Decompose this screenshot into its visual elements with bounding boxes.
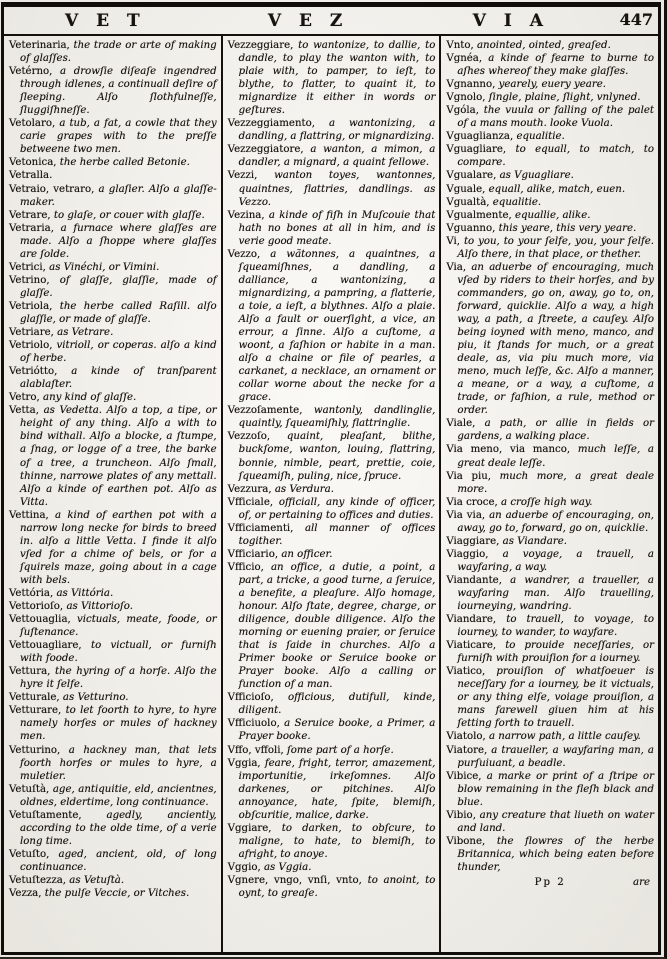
entry-headword: Vetonica,	[9, 157, 57, 169]
entry-headword: Vettura,	[9, 666, 51, 678]
entry-headword: Vnto,	[446, 40, 474, 51]
dictionary-entry	[228, 209, 436, 248]
entry-headword: Vezzeggiamento,	[227, 118, 315, 130]
dictionary-entry	[446, 104, 654, 130]
entry-headword: Vetralla.	[9, 170, 53, 182]
entry-definition: a narrow path, a little cauſey.	[488, 731, 641, 743]
entry-definition: the pulſe Veccie, or Vitches.	[44, 888, 190, 900]
entry-headword: Vgnanno,	[446, 79, 496, 91]
dictionary-entry	[446, 196, 654, 209]
dictionary-entry	[228, 744, 436, 757]
dictionary-entry	[9, 874, 217, 887]
entry-definition: as Vinéchi, or Vimini.	[49, 261, 160, 273]
entry-headword: Via croce,	[446, 496, 498, 508]
entry-definition: a hackney man, that lets foorth horſes or mules to hyre, a muletier.	[20, 744, 217, 782]
entry-definition: a wanton, a mimon, a dandler, a mignard, a quaint fellowe.	[238, 144, 436, 169]
dictionary-entry	[9, 887, 217, 900]
entry-definition: an office, a dutie, a point, a part, a tricke, a good turne, a ſeruice, a benefite, a pleaſure. Alſo homage, honour. Alſo ſtate, degree, charge, or diligence, double diligence. Alſo the morning or euening praier, or ſeruice that is ſaide in churches. Alſo a Primer booke or Seruice booke or Prayer booke. Alſo a calling or function of a man.	[238, 561, 436, 691]
entry-headword: Viandante,	[446, 574, 502, 586]
entry-headword: Vetuſtà,	[9, 783, 50, 795]
dictionary-entry	[446, 235, 654, 261]
dictionary-entry	[9, 339, 217, 365]
dictionary-entry	[9, 704, 217, 743]
dictionary-entry	[446, 470, 654, 496]
dictionary-entry	[446, 496, 654, 509]
entry-definition: officiall, any kinde of officer, of, or pertaining to offices and duties.	[238, 496, 436, 521]
entry-headword: Vgóla,	[446, 105, 479, 117]
column-3	[439, 36, 658, 952]
dictionary-entry	[9, 691, 217, 704]
dictionary-entry	[9, 809, 217, 848]
dictionary-entry	[228, 39, 436, 117]
dictionary-entry	[9, 391, 217, 404]
dictionary-entry	[446, 130, 654, 143]
entry-definition: equallie, alike.	[514, 209, 591, 221]
entry-headword: Vguale,	[446, 183, 486, 195]
entry-definition: aged, ancient, old, of long continuance.	[20, 848, 217, 873]
entry-headword: Via meno, via manco,	[446, 444, 571, 456]
dictionary-entry	[228, 822, 436, 861]
entry-definition: a Seruice booke, a Primer, a Prayer booke.	[238, 718, 436, 743]
signature-mark: Pp 2	[534, 877, 566, 888]
entry-definition: of glaſſe, glaſſie, made of glaſſe.	[20, 274, 217, 299]
entry-headword: Viatore,	[446, 744, 488, 756]
entry-headword: Viale,	[446, 418, 476, 430]
entry-definition: a glaſier. Alſo a glaſſe-maker.	[20, 183, 217, 208]
dictionary-entry	[9, 848, 217, 874]
entry-headword: Vetturare,	[9, 705, 62, 717]
dictionary-entry	[446, 443, 654, 469]
entry-definition: any creature that liueth on water and land.	[457, 809, 654, 834]
entry-headword: Vetrino,	[9, 274, 50, 286]
entry-headword: Via piu,	[446, 470, 492, 482]
entry-definition: to darken, to obſcure, to maligne, to hate, to blemiſh, to afright, to anoye.	[238, 822, 436, 860]
entry-headword: Vezzi,	[227, 170, 258, 182]
entry-headword: Vezzeggiatore,	[227, 144, 304, 156]
entry-headword: Viatico,	[446, 666, 486, 678]
dictionary-entry	[446, 744, 654, 770]
entry-headword: Vguanno,	[446, 222, 496, 234]
dictionary-entry	[446, 417, 654, 443]
entry-headword: Vfficio,	[227, 561, 264, 573]
entry-headword: Vetraio, vetraro,	[9, 183, 95, 195]
running-header	[4, 7, 658, 36]
dictionary-entry	[228, 691, 436, 717]
entry-definition: as Vittorioſo.	[66, 601, 133, 613]
entry-definition: to anoint, to oynt, to greaſe.	[238, 875, 436, 900]
entry-definition: the hyring of a horſe. Alſo the hyre it ſelfe.	[20, 666, 217, 691]
entry-headword: Vetérno,	[9, 66, 53, 78]
dictionary-entry	[446, 613, 654, 639]
entry-definition: a kinde of tranſparent alablaſter.	[20, 366, 217, 391]
dictionary-entry	[9, 404, 217, 508]
entry-definition: to you, to your ſelfe, you, your ſelfe. Alſo there, in that place, or thether.	[457, 235, 654, 260]
dictionary-entry	[446, 261, 654, 418]
entry-headword: Viaggiare,	[446, 535, 500, 547]
entry-headword: Vfficiuolo,	[227, 718, 280, 730]
entry-headword: Vezzoſo,	[227, 431, 271, 443]
dictionary-entry	[9, 665, 217, 691]
entry-definition: ſingle, plaine, ſlight, vnlyned.	[488, 92, 641, 104]
dictionary-entry	[9, 639, 217, 665]
entry-definition: equalitie.	[516, 131, 565, 143]
entry-definition: a wandrer, a traueller, a wayfaring man. Alſo trauelling, iourneying, wandring.	[457, 574, 655, 613]
entry-definition: a traueller, a wayfaring man, a purſuiuant, a beadle.	[457, 744, 654, 769]
entry-definition: this yeare, this very yeare.	[498, 222, 637, 234]
entry-definition: as Vetturino.	[62, 692, 129, 704]
entry-headword: Vguagliare,	[446, 144, 507, 156]
dictionary-entry	[228, 248, 436, 405]
entry-headword: Vibice,	[446, 770, 482, 782]
entry-definition: an aduerbe of encouraging, on, away, go to, forward, go on, quicklie.	[457, 509, 655, 534]
entry-definition: to wantonize, to dallie, to dandle, to play the wanton with, to plaie with, to pamper, to ieſt, to blythe, to flatter, to quaint it, to mignardize it either in words or geſtures.	[238, 40, 436, 117]
dictionary-entry	[446, 809, 654, 835]
dictionary-entry	[228, 430, 436, 482]
entry-headword: Vgualmente,	[446, 209, 512, 221]
dictionary-entry	[446, 169, 654, 182]
entry-definition: as Vetuſtà.	[69, 875, 125, 886]
entry-headword: Viandare,	[446, 614, 497, 626]
dictionary-entry	[446, 222, 654, 235]
entry-headword: Vezzura,	[227, 483, 272, 495]
entry-definition: as Vggia.	[263, 861, 312, 873]
dictionary-entry	[446, 509, 654, 535]
entry-definition: a voyage, a trauell, a wayfaring, a way.	[457, 548, 654, 573]
dictionary-entry	[446, 91, 654, 104]
dictionary-entry	[446, 52, 654, 78]
entry-definition: yearely, euery yeare.	[498, 79, 606, 91]
entry-headword: Vetuſto,	[9, 848, 50, 860]
entry-headword: Vi,	[446, 235, 461, 247]
entry-definition: an officer.	[281, 548, 333, 560]
entry-headword: Vgualare,	[446, 170, 497, 182]
dictionary-entry	[446, 639, 654, 665]
entry-headword: Veterinaria,	[9, 40, 70, 51]
dictionary-entry	[228, 561, 436, 691]
dictionary-entry	[9, 300, 217, 326]
dictionary-entry	[228, 483, 436, 496]
dictionary-entry	[446, 209, 654, 222]
entry-definition: to victuall, or furniſh with foode.	[20, 640, 217, 665]
entry-definition: a furnace where glaſſes are made. Alſo a ſhoppe where glaſſes are ſolde.	[20, 222, 217, 260]
column-1	[4, 36, 221, 952]
dictionary-entry	[228, 117, 436, 143]
entry-headword: Vetta,	[9, 405, 39, 417]
entry-definition: equall, alike, match, euen.	[488, 183, 626, 195]
entry-definition: a path, or allie in fields or gardens, a walking place.	[457, 418, 655, 443]
dictionary-entry	[9, 209, 217, 222]
dictionary-entry	[228, 548, 436, 561]
entry-definition: the vuula or falling of the palet of a mans mouth. looke Vuola.	[457, 105, 655, 130]
entry-definition: a tub, a fat, a cowle that they carie grapes with to the preſſe betweene two men.	[20, 118, 217, 156]
entry-headword: Vetriótto,	[9, 366, 58, 378]
dictionary-entry	[9, 783, 217, 809]
dictionary-entry	[9, 65, 217, 117]
entry-definition: as Vedetta. Alſo a top, a tipe, or height of any thing. Alſo a with to bind withall. Alſo a blocke, a ſtumpe, a ſnag, or logge of a tree, the barke of a tree, a truncheon. Alſo ſmall, thinne, narrowe plates of any mettall. Alſo a kinde of earthen pot. Alſo as Vitta.	[20, 405, 217, 508]
entry-headword: Vetro,	[9, 392, 40, 404]
dictionary-entry	[446, 143, 654, 169]
entry-headword: Vezzoſamente,	[227, 405, 303, 417]
dictionary-entry	[228, 143, 436, 169]
dictionary-entry	[446, 535, 654, 548]
dictionary-entry	[446, 548, 654, 574]
entry-definition: a wantonizing, a dandling, a flattring, or mignardizing.	[238, 118, 436, 143]
dictionary-entry	[9, 509, 217, 587]
entry-definition: as Viandare.	[502, 535, 567, 547]
entry-definition: officious, dutifull, kinde, diligent.	[238, 692, 436, 717]
entry-headword: Vettória,	[9, 587, 54, 599]
entry-definition: as Vguagliare.	[499, 170, 574, 182]
entry-headword: Vettouagliare,	[9, 640, 82, 652]
dictionary-entry	[228, 717, 436, 743]
entry-headword: Vffo, vffoli,	[227, 744, 284, 756]
entry-headword: Via,	[446, 261, 467, 273]
entry-headword: Vfficiario,	[227, 548, 279, 560]
entry-headword: Vibio,	[446, 809, 476, 821]
dictionary-entry	[9, 365, 217, 391]
entry-definition: agedly, anciently, according to the olde time, of a verie long time.	[20, 809, 217, 847]
entry-definition: prouiſion of whatſoeuer is neceſſary for a iourney, be it victuals, or any thing elſe, voiage prouiſion, a mans farewell giuen him at his ſetting forth to trauell.	[457, 666, 655, 730]
dictionary-entry	[9, 274, 217, 300]
dictionary-entry	[9, 600, 217, 613]
entry-headword: Vettouaglia,	[9, 614, 71, 626]
entry-definition: to prouide neceſſaries, or furniſh with prouiſion for a iourney.	[457, 640, 655, 665]
entry-definition: victuals, meate, foode, or ſuſtenance.	[20, 614, 217, 639]
header-section-center: V E Z	[267, 10, 349, 31]
entry-definition: the trade or arte of making of glaſſes.	[20, 40, 217, 65]
entry-definition: a kinde of fiſh in Muſcouie that hath no bones at all in him, and is verie good meate.	[238, 209, 436, 247]
dictionary-entry	[228, 169, 436, 208]
entry-definition: much leſſe, a great deale leſſe.	[457, 444, 654, 469]
dictionary-entry	[446, 770, 654, 809]
text-columns	[4, 36, 658, 952]
dictionary-entry	[9, 222, 217, 261]
entry-headword: Vettina,	[9, 509, 49, 521]
entry-definition: the flowres of the herbe Britannica, which being eaten before thunder,	[457, 835, 655, 873]
entry-headword: Vetuſtamente,	[9, 809, 82, 821]
header-section-left: V E T	[65, 10, 146, 31]
entry-definition: as Verdura.	[274, 483, 334, 495]
entry-headword: Vfficiamenti,	[227, 522, 294, 534]
page-frame	[1, 2, 661, 955]
entry-definition: a kind of earthen pot with a narrow long necke for birds to breed in. alſo a little Vetta. I finde it alſo vſed for a chime of bels, or for a ſquirels maze, going about in a cage with bels.	[20, 509, 217, 586]
entry-definition: age, antiquitie, eld, ancientnes, oldnes, eldertime, long continuance.	[20, 783, 217, 808]
entry-definition: much more, a great deale more.	[457, 470, 655, 495]
entry-definition: as Vittória.	[56, 587, 114, 599]
entry-headword: Vibone,	[446, 835, 486, 847]
dictionary-entry	[446, 183, 654, 196]
entry-headword: Vfficiale,	[227, 496, 274, 508]
entry-headword: Vguaglianza,	[446, 131, 514, 143]
dictionary-entry	[228, 861, 436, 874]
entry-headword: Vetuſtezza,	[9, 875, 67, 886]
dictionary-entry	[228, 522, 436, 548]
entry-headword: Vfficioſo,	[227, 692, 274, 704]
entry-definition: a marke or print of a ſtripe or blow remaining in the fleſh black and blue.	[457, 770, 655, 808]
page-footer	[446, 876, 654, 889]
dictionary-entry	[228, 496, 436, 522]
dictionary-entry	[228, 757, 436, 822]
dictionary-entry	[228, 874, 436, 900]
entry-headword: Vetturino,	[9, 744, 61, 756]
entry-definition: as Vetrare.	[57, 327, 114, 339]
entry-definition: all manner of offices togither.	[238, 522, 436, 547]
page-number: 447	[619, 10, 653, 29]
entry-headword: Vetrare,	[9, 209, 51, 221]
entry-headword: Vetolaro,	[9, 118, 56, 130]
entry-headword: Vezza,	[9, 888, 42, 900]
column-2	[221, 36, 440, 952]
header-section-right: V I A	[472, 10, 549, 31]
entry-definition: to trauell, to voyage, to iourney, to wander, to wayfare.	[457, 614, 655, 639]
entry-definition: equalitie.	[492, 196, 542, 208]
entry-definition: to glaſe, or couer with glaſſe.	[53, 209, 205, 221]
dictionary-entry	[9, 39, 217, 65]
entry-headword: Vgualtà,	[446, 196, 490, 208]
dictionary-entry	[9, 326, 217, 339]
entry-definition: the herbe called Betonie.	[59, 157, 190, 169]
entry-definition: a drowſie diſeaſe ingendred through idlenes, a continuall deſire of ſleeping. Alſo ſlothfulneſſe, ſluggiſhneſſe.	[20, 66, 217, 117]
entry-definition: wantonly, dandlinglie, quaintly, ſqueamiſhly, flattringlie.	[238, 405, 436, 430]
entry-definition: vitrioll, or coperas. alſo a kind of herbe.	[20, 340, 217, 365]
entry-headword: Vetturale,	[9, 692, 60, 704]
entry-definition: quaint, pleaſant, blithe, buckſome, wanton, louing, flattring, bonnie, nimble, peart, prettie, coie, ſqueamiſh, puling, nice, ſpruce.	[238, 431, 436, 482]
dictionary-entry	[9, 613, 217, 639]
dictionary-entry	[446, 665, 654, 730]
entry-headword: Vgnéa,	[446, 53, 483, 65]
entry-headword: Vggio,	[227, 861, 261, 873]
entry-headword: Vgnolo,	[446, 92, 486, 104]
entry-headword: Viaticare,	[446, 640, 497, 652]
dictionary-entry	[446, 730, 654, 743]
entry-definition: to equall, to match, to compare.	[457, 144, 654, 169]
entry-headword: Via via,	[446, 509, 486, 521]
entry-headword: Viaggio,	[446, 548, 489, 560]
entry-headword: Vezzo,	[227, 248, 261, 260]
entry-definition: wanton toyes, wantonnes, quaintnes, flattries, dandlings. as Vezzo.	[238, 170, 436, 208]
entry-headword: Vgnere, vngo, vnſi, vnto,	[227, 875, 362, 886]
dictionary-entry	[9, 587, 217, 600]
entry-definition: the herbe called Raſill. alſo glaſſie, or made of glaſſe.	[20, 300, 217, 325]
dictionary-entry	[446, 835, 654, 874]
entry-headword: Vezzeggiare,	[227, 40, 294, 51]
entry-headword: Vetrici,	[9, 261, 46, 273]
entry-headword: Vetriola,	[9, 300, 53, 312]
dictionary-entry	[9, 261, 217, 274]
dictionary-entry	[9, 169, 217, 182]
entry-definition: feare, fright, terror, amazement, importunitie, irkeſomnes. Alſo darkenes, or pitchines. Alſo annoyance, hate, ſpite, blemiſh, obſcuritie, malice, darke.	[238, 757, 436, 821]
dictionary-entry	[228, 404, 436, 430]
entry-headword: Vetriolo,	[9, 340, 53, 352]
entry-definition: an aduerbe of encouraging, much vſed by riders to their horſes, and by commanders, go on, away, go to, on, forward, quicklie. Alſo a way, a high way, a path, a ſtreete, a cauſey. Alſo being ioyned with meno, manco, and piu, it ſtands for much, or a great deale, as, via piu much more, via meno, much leſſe, &c. Alſo a manner, a meane, or a way, a cuſtome, a trade, or faſhion, a rule, method or order.	[457, 261, 655, 417]
dictionary-entry	[9, 117, 217, 156]
entry-headword: Vetraria,	[9, 222, 54, 234]
entry-definition: any kind of glaſſe.	[43, 392, 137, 404]
entry-headword: Viatolo,	[446, 731, 486, 743]
entry-definition: anointed, ointed, greaſed.	[476, 40, 611, 51]
entry-headword: Vettorioſo,	[9, 601, 64, 613]
entry-definition: a croſſe high way.	[501, 496, 593, 508]
catchword: are	[633, 877, 651, 888]
dictionary-entry	[9, 156, 217, 169]
dictionary-entry	[9, 744, 217, 783]
entry-headword: Vetriare,	[9, 327, 54, 339]
dictionary-entry	[446, 574, 654, 613]
dictionary-entry	[446, 78, 654, 91]
entry-headword: Vggiare,	[227, 822, 272, 834]
entry-definition: ſome part of a horſe.	[287, 744, 394, 756]
entry-definition: a wãtonnes, a quaintnes, a ſqueamiſhnes, a dandling, a dalliance, a wantonizing, a mignardizing, a pampring, a flatterie, a toie, a ieſt, a blythnes. Alſo a plaie. Alſo a fault or ouerſight, a vice, an errour, a ſinne. Alſo a cuſtome, a woont, a faſhion or habite in a man. alſo a chaine or file of pearles, a carkanet, a necklace, an ornament or collar worne about the necke for a grace.	[238, 248, 436, 404]
dictionary-entry	[446, 39, 654, 52]
entry-headword: Vggia,	[227, 757, 261, 769]
entry-definition: a kinde of fearne to burne to aſhes whereof they make glaſſes.	[457, 53, 655, 78]
entry-definition: to let foorth to hyre, to hyre namely horſes or mules of hackney men.	[20, 705, 217, 743]
entry-headword: Vezina,	[227, 209, 265, 221]
dictionary-entry	[9, 183, 217, 209]
